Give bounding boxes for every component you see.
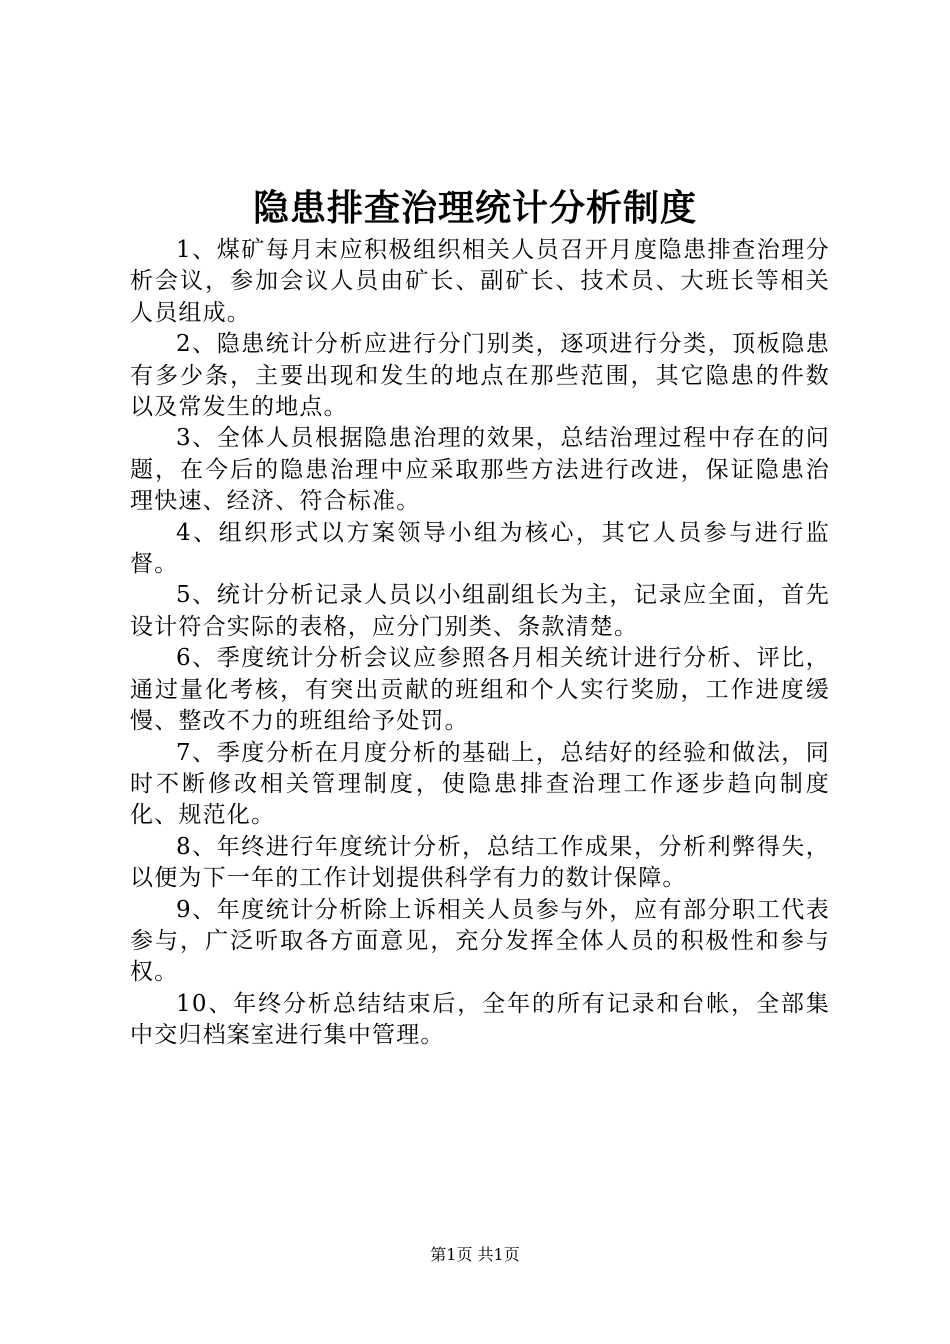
- paragraph-5: 5、统计分析记录人员以小组副组长为主，记录应全面，首先设计符合实际的表格，应分门别类、条款清楚。: [130, 582, 830, 640]
- paragraph-8: 8、年终进行年度统计分析，总结工作成果，分析利弊得失，以便为下一年的工作计划提供科学有力的数计保障。: [130, 833, 830, 892]
- page-title: 隐患排查治理统计分析制度: [252, 187, 697, 229]
- paragraph-6: 6、季度统计分析会议应参照各月相关统计进行分析、评比，通过量化考核，有突出贡献的班组和个人实行奖励，工作进度缓慢、整改不力的班组给予处罚。: [130, 645, 830, 735]
- page-number-footer: 第1页 共1页: [430, 1245, 520, 1264]
- paragraph-3: 3、全体人员根据隐患治理的效果，总结治理过程中存在的问题，在今后的隐患治理中应采取那些方法进行改进，保证隐患治理快速、经济、符合标准。: [130, 425, 830, 515]
- document-body: [130, 235, 830, 1052]
- paragraph-7: 7、季度分析在月度分析的基础上，总结好的经验和做法，同时不断修改相关管理制度，使隐患排查治理工作逐步趋向制度化、规范化。: [130, 739, 830, 829]
- paragraph-2: 2、隐患统计分析应进行分门别类，逐项进行分类，顶板隐患有多少条，主要出现和发生的地点在那些范围，其它隐患的件数以及常发生的地点。: [130, 331, 830, 421]
- paragraph-1: 1、煤矿每月末应积极组织相关人员召开月度隐患排查治理分析会议，参加会议人员由矿长、副矿长、技术员、大班长等相关人员组成。: [130, 237, 830, 326]
- paragraph-9: 9、年度统计分析除上诉相关人员参与外，应有部分职工代表参与，广泛听取各方面意见，充分发挥全体人员的积极性和参与权。: [130, 896, 830, 986]
- paragraph-10: 10、年终分析总结结束后，全年的所有记录和台帐，全部集中交归档案室进行集中管理。: [130, 990, 830, 1049]
- paragraph-4: 4、组织形式以方案领导小组为核心，其它人员参与进行监督。: [130, 519, 830, 578]
